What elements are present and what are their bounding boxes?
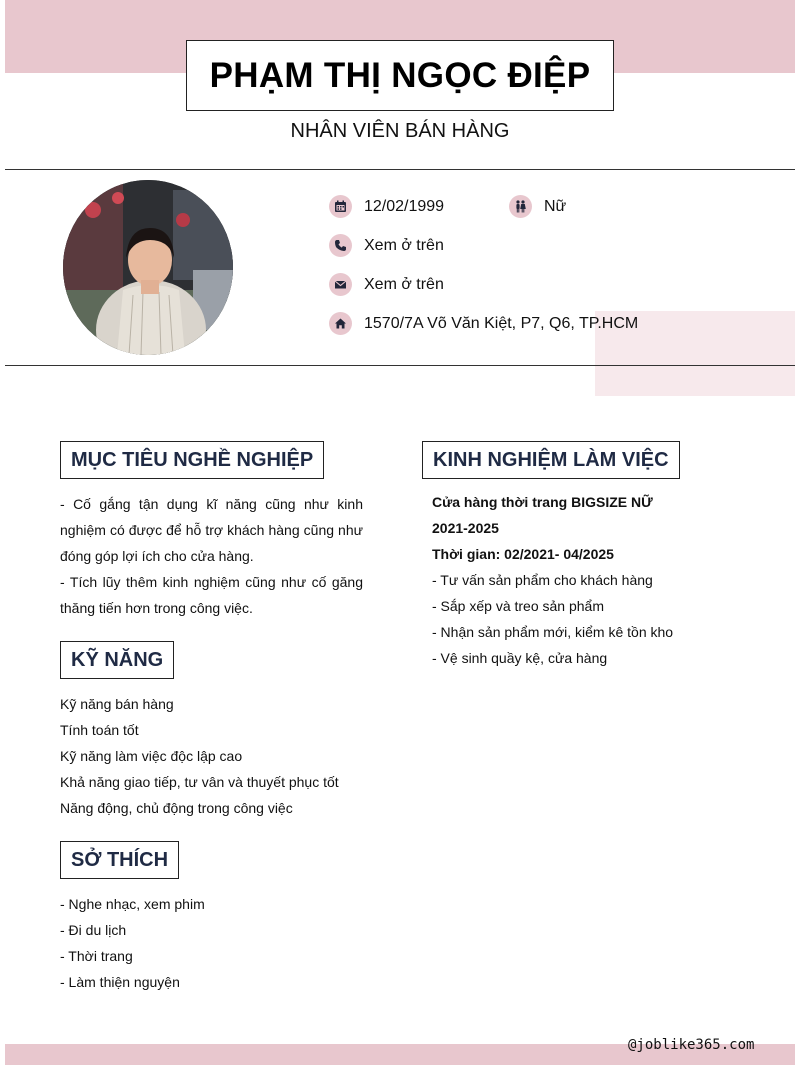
objective-paragraph: - Tích lũy thêm kinh nghiệm cũng như cố găng thăng tiến hơn trong công việc. bbox=[60, 574, 363, 616]
watermark: @joblike365.com bbox=[628, 1037, 755, 1053]
gender-icon bbox=[509, 195, 532, 218]
envelope-icon bbox=[329, 273, 352, 296]
phone-value: Xem ở trên bbox=[364, 236, 444, 254]
address-value: 1570/7A Võ Văn Kiệt, P7, Q6, TP.HCM bbox=[364, 314, 639, 332]
calendar-icon bbox=[329, 195, 352, 218]
divider-bottom bbox=[5, 365, 795, 366]
objective-heading: MỤC TIÊU NGHỀ NGHIỆP bbox=[60, 441, 324, 479]
experience-period: Thời gian: 02/2021- 04/2025 bbox=[432, 546, 614, 562]
experience-duty: - Tư vấn sản phẩm cho khách hàng bbox=[432, 572, 653, 588]
experience-company: Cửa hàng thời trang BIGSIZE NỮ bbox=[432, 494, 653, 510]
experience-duty: - Sắp xếp và treo sản phẩm bbox=[432, 598, 604, 614]
experience-duty: - Vệ sinh quầy kệ, cửa hàng bbox=[432, 650, 608, 666]
hobbies-heading: SỞ THÍCH bbox=[60, 841, 179, 879]
skill-item: Khả năng giao tiếp, tư vân và thuyết phục tốt bbox=[60, 774, 339, 790]
email-row bbox=[329, 273, 444, 296]
experience-heading: KINH NGHIỆM LÀM VIỆC bbox=[422, 441, 680, 479]
phone-row bbox=[329, 234, 444, 257]
experience-duty: - Nhận sản phẩm mới, kiểm kê tồn kho bbox=[432, 624, 674, 640]
avatar bbox=[63, 180, 233, 355]
birthdate-value: 12/02/1999 bbox=[364, 197, 445, 215]
hobby-item: - Thời trang bbox=[60, 948, 133, 964]
skill-item: Tính toán tốt bbox=[60, 722, 139, 738]
hobbies-list bbox=[60, 891, 205, 995]
gender-row bbox=[509, 195, 566, 218]
skills-list bbox=[60, 691, 339, 821]
experience-section bbox=[432, 489, 673, 671]
skill-item: Năng động, chủ động trong công việc bbox=[60, 800, 293, 816]
skill-item: Kỹ năng làm việc độc lập cao bbox=[60, 748, 243, 764]
objective-paragraph: - Cố gắng tận dụng kĩ năng cũng như kinh nghiệm có được để hỗ trợ khách hàng cũng như đóng góp lợi ích cho cửa hàng. bbox=[60, 496, 363, 564]
gender-value: Nữ bbox=[544, 197, 567, 215]
home-icon bbox=[329, 312, 352, 335]
candidate-name: PHẠM THỊ NGỌC ĐIỆP bbox=[186, 40, 614, 111]
hobby-item: - Làm thiện nguyện bbox=[60, 974, 180, 990]
objective-section bbox=[60, 491, 363, 621]
skill-item: Kỹ năng bán hàng bbox=[60, 696, 174, 712]
job-title: NHÂN VIÊN BÁN HÀNG bbox=[290, 120, 510, 142]
avatar-photo bbox=[63, 180, 233, 355]
email-value: Xem ở trên bbox=[364, 275, 444, 293]
phone-icon bbox=[329, 234, 352, 257]
address-row bbox=[329, 312, 638, 335]
skills-heading: KỸ NĂNG bbox=[60, 641, 174, 679]
hobby-item: - Đi du lịch bbox=[60, 922, 127, 938]
divider-top bbox=[5, 169, 795, 170]
hobby-item: - Nghe nhạc, xem phim bbox=[60, 896, 205, 912]
experience-years: 2021-2025 bbox=[432, 520, 499, 536]
birthdate-row bbox=[329, 195, 444, 218]
